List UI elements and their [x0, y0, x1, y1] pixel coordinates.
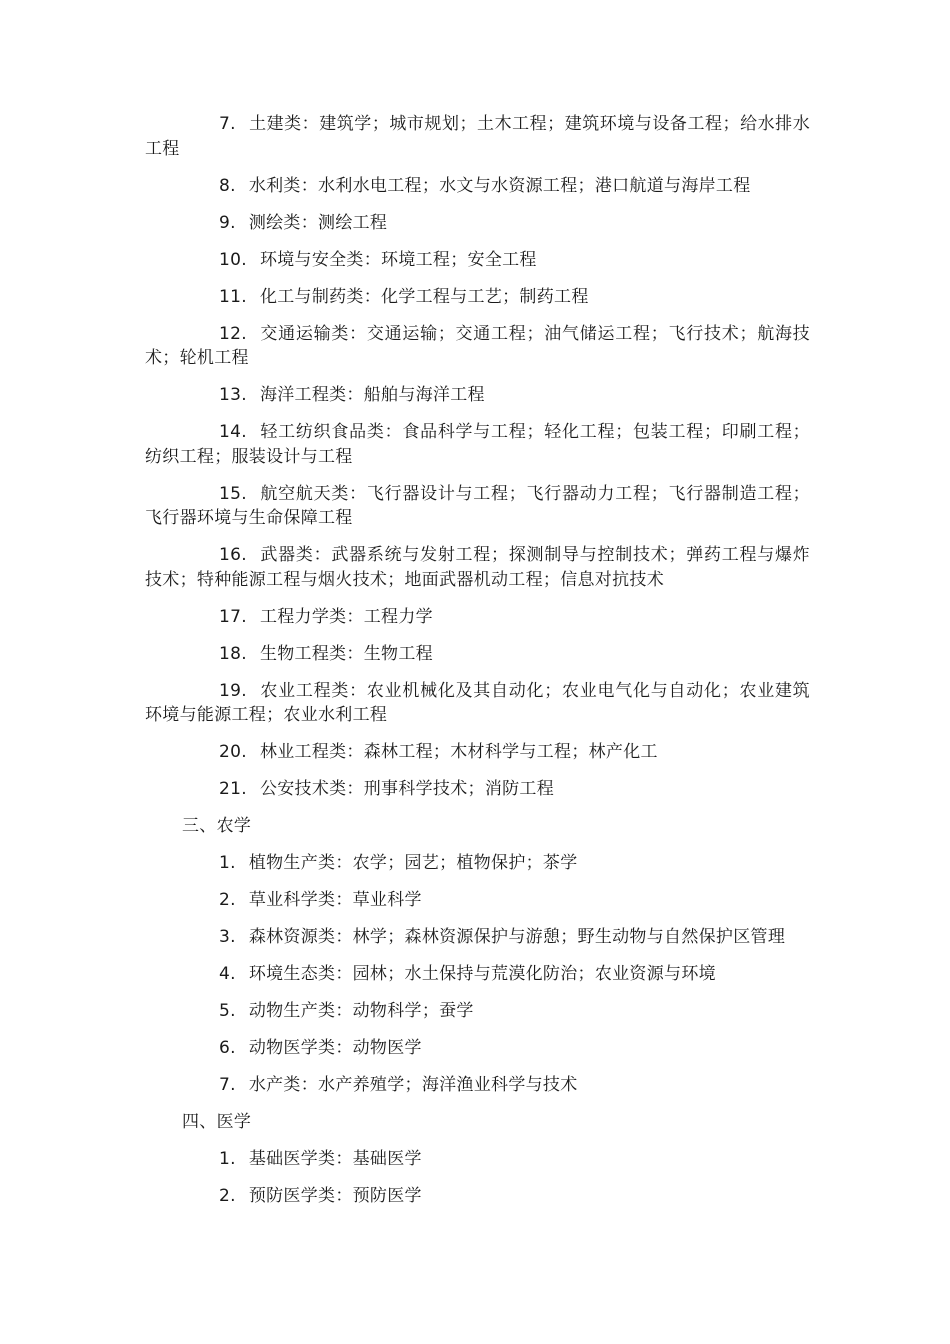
list-item: [145, 1184, 810, 1209]
item-number: 1.: [219, 853, 236, 873]
item-text: 环境生态类：园林；水土保持与荒漠化防治；农业资源与环境: [248, 964, 716, 984]
item-number: 14.: [219, 422, 247, 442]
list-item: [145, 383, 810, 408]
list-item: [145, 851, 810, 876]
list-item: [145, 1036, 810, 1061]
item-number: 18.: [219, 643, 247, 664]
item-text: 测绘类：测绘工程: [248, 212, 388, 233]
list-item: [145, 248, 810, 273]
item-text: 林业工程类：森林工程；木材科学与工程；林产化工: [259, 742, 658, 762]
list-item: [145, 679, 810, 728]
item-number: 2.: [219, 1186, 236, 1206]
item-text: 基础医学类：基础医学: [248, 1149, 422, 1169]
list-item: [145, 211, 810, 236]
item-number: 4.: [219, 964, 236, 984]
item-text: 农业工程类：农业机械化及其自动化；农业电气化与自动化；农业建筑环境与能源工程；农业水利工程: [145, 680, 810, 725]
list-item: [145, 482, 810, 531]
item-text: 化工与制药类：化学工程与工艺；制药工程: [259, 286, 589, 307]
item-text: 植物生产类：农学；园艺；植物保护；茶学: [248, 853, 578, 873]
item-text: 武器类：武器系统与发射工程；探测制导与控制技术；弹药工程与爆炸技术；特种能源工程与烟火技术；地面武器机动工程；信息对抗技术: [145, 545, 810, 590]
list-item: [145, 322, 810, 371]
item-number: 1.: [219, 1149, 236, 1169]
list-item: [145, 112, 810, 161]
list-item: [145, 285, 810, 310]
item-text: 动物医学类：动物医学: [248, 1038, 422, 1058]
list-item: [145, 605, 810, 630]
item-text: 动物生产类：动物科学；蚕学: [248, 1001, 474, 1021]
item-text: 轻工纺织食品类：食品科学与工程；轻化工程；包装工程；印刷工程；纺织工程；服装设计与工程: [145, 422, 810, 467]
list-item: [145, 740, 810, 765]
list-item: [145, 962, 810, 987]
item-text: 生物工程类：生物工程: [259, 643, 433, 664]
list-item: [145, 1073, 810, 1098]
item-number: 12.: [219, 323, 247, 344]
document-content: [145, 112, 810, 1221]
list-item: [145, 642, 810, 667]
item-text: 海洋工程类：船舶与海洋工程: [259, 385, 485, 405]
item-text: 航空航天类：飞行器设计与工程；飞行器动力工程；飞行器制造工程；飞行器环境与生命保障工程: [145, 483, 810, 528]
item-text: 草业科学类：草业科学: [248, 890, 422, 910]
section-heading-agriculture: 三、农学: [182, 816, 252, 836]
list-item: [145, 777, 810, 802]
item-number: 8.: [219, 175, 236, 196]
item-number: 20.: [219, 742, 247, 762]
item-number: 19.: [219, 680, 247, 701]
item-number: 15.: [219, 483, 247, 504]
list-item: [145, 1147, 810, 1172]
item-text: 森林资源类：林学；森林资源保护与游憩；野生动物与自然保护区管理: [248, 927, 786, 947]
item-number: 6.: [219, 1038, 236, 1058]
item-number: 21.: [219, 779, 247, 799]
item-number: 7.: [219, 114, 236, 134]
item-text: 预防医学类：预防医学: [248, 1186, 422, 1206]
item-text: 环境与安全类：环境工程；安全工程: [259, 249, 537, 270]
item-number: 13.: [219, 385, 247, 405]
item-text: 水利类：水利水电工程；水文与水资源工程；港口航道与海岸工程: [248, 175, 751, 196]
item-number: 16.: [219, 545, 247, 565]
item-text: 土建类：建筑学；城市规划；土木工程；建筑环境与设备工程；给水排水工程: [145, 114, 810, 159]
list-item: [145, 925, 810, 950]
section-heading-medicine: 四、医学: [182, 1112, 252, 1132]
list-item: [145, 543, 810, 592]
item-number: 17.: [219, 606, 247, 627]
item-number: 11.: [219, 286, 247, 307]
item-number: 5.: [219, 1001, 236, 1021]
item-number: 9.: [219, 212, 236, 233]
list-item: [145, 888, 810, 913]
item-number: 7.: [219, 1075, 236, 1095]
item-number: 10.: [219, 249, 247, 270]
item-text: 交通运输类：交通运输；交通工程；油气储运工程；飞行技术；航海技术；轮机工程: [145, 323, 810, 368]
item-text: 水产类：水产养殖学；海洋渔业科学与技术: [248, 1075, 578, 1095]
item-text: 公安技术类：刑事科学技术；消防工程: [259, 779, 555, 799]
item-number: 3.: [219, 927, 236, 947]
item-text: 工程力学类：工程力学: [259, 606, 433, 627]
item-number: 2.: [219, 890, 236, 910]
list-item: [145, 999, 810, 1024]
list-item: [145, 174, 810, 199]
list-item: [145, 420, 810, 469]
